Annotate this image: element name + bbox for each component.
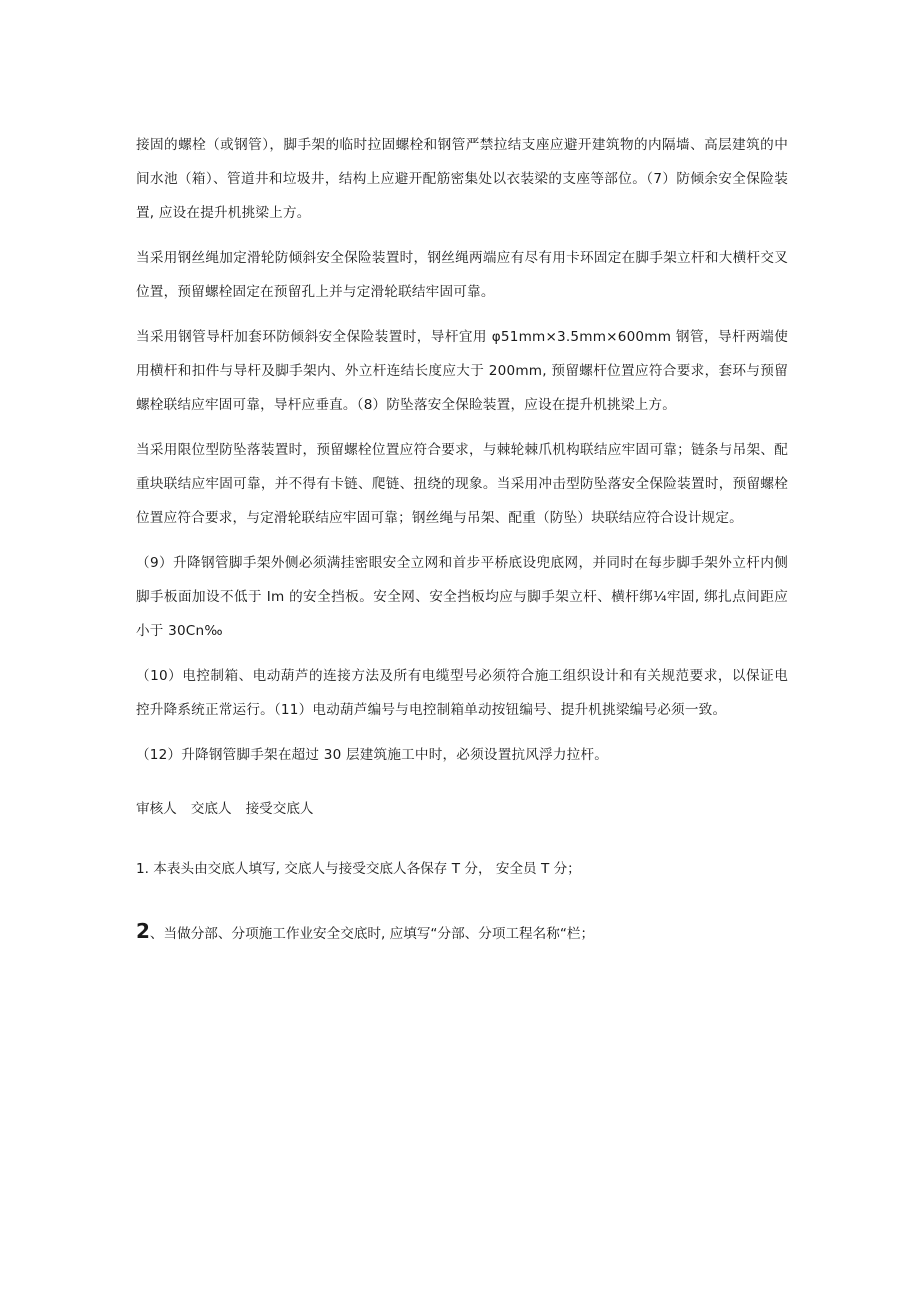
- paragraph-3: 当采用钢管导杆加套环防倾斜安全保险装置时，导杆宜用 φ51mm×3.5mm×600mm 钢管，导杆两端使用横杆和扣件与导杆及脚手架内、外立杆连结长度应大于 200mm, 预留螺杆位置应符合要求，套环与预留螺栓联结应牢固可靠，导杆应垂直。（8）防坠落安全保睑装置，应设在提升机挑梁上方。: [136, 329, 788, 413]
- signature-row: [136, 792, 788, 826]
- paragraph-7: （12）升降钢管脚手架在超过 30 层建筑施工中时，必须设置抗风浮力拉杆。: [136, 747, 609, 763]
- reviewer-label: 审核人: [136, 801, 177, 817]
- paragraph-4: 当采用限位型防坠落装置时，预留螺栓位置应符合要求，与棘轮棘爪机构联结应牢固可靠；链条与吊架、配重块联结应牢固可靠，并不得有卡链、爬链、扭绕的现象。当采用冲击型防坠落安全保险装置时，预留螺栓位置应符合要求，与定滑轮联结应牢固可靠；钢丝绳与吊架、配重（防坠）块联结应符合设计规定。: [136, 442, 788, 526]
- note-2-text: 、当做分部、分项施工作业安全交底时, 应填写“分部、分项工程名称“栏；: [149, 926, 595, 942]
- note-1: 1. 本表头由交底人填写, 交底人与接受交底人各保存 T 分， 安全员 T 分；: [136, 861, 581, 877]
- recipient-label: 接受交底人: [245, 801, 314, 817]
- paragraph-6: （10）电控制箱、电动葫芦的连接方法及所有电缆型号必须符合施工组织设计和有关规范要求，以保证电控升降系统正常运行。（11）电动葫芦编号与电控制箱单动按钮编号、提升机挑梁编号必须一致。: [136, 668, 788, 718]
- presenter-label: 交底人: [190, 801, 232, 817]
- paragraph-5: （9）升降钢管脚手架外侧必须满挂密眼安全立网和首步平桥底设兜底网，并同时在每步脚手架外立杆内侧脚手板面加设不低于 Im 的安全挡板。安全网、安全挡板均应与脚手架立杆、横杆绑¼牢固, 绑扎点间距应小于 30Cn‰: [136, 555, 788, 639]
- note-2-number: 2: [136, 919, 150, 943]
- paragraph-1: 接固的螺栓（或钢管），脚手架的临时拉固螺栓和钢管严禁拉结支座应避开建筑物的内隔墙、高层建筑的中间水池（箱）、管道井和垃圾井，结构上应避开配筋密集处以衣装梁的支座等部位。（7）防倾余安全保险装置, 应设在提升机挑梁上方。: [136, 137, 788, 221]
- paragraph-2: 当采用钢丝绳加定滑轮防倾斜安全保险装置时，钢丝绳两端应有尽有用卡环固定在脚手架立杆和大横杆交叉位置，预留螺栓固定在预留孔上并与定滑轮联结牢固可靠。: [136, 250, 788, 300]
- note-2: [136, 914, 788, 951]
- document-body: [136, 128, 788, 951]
